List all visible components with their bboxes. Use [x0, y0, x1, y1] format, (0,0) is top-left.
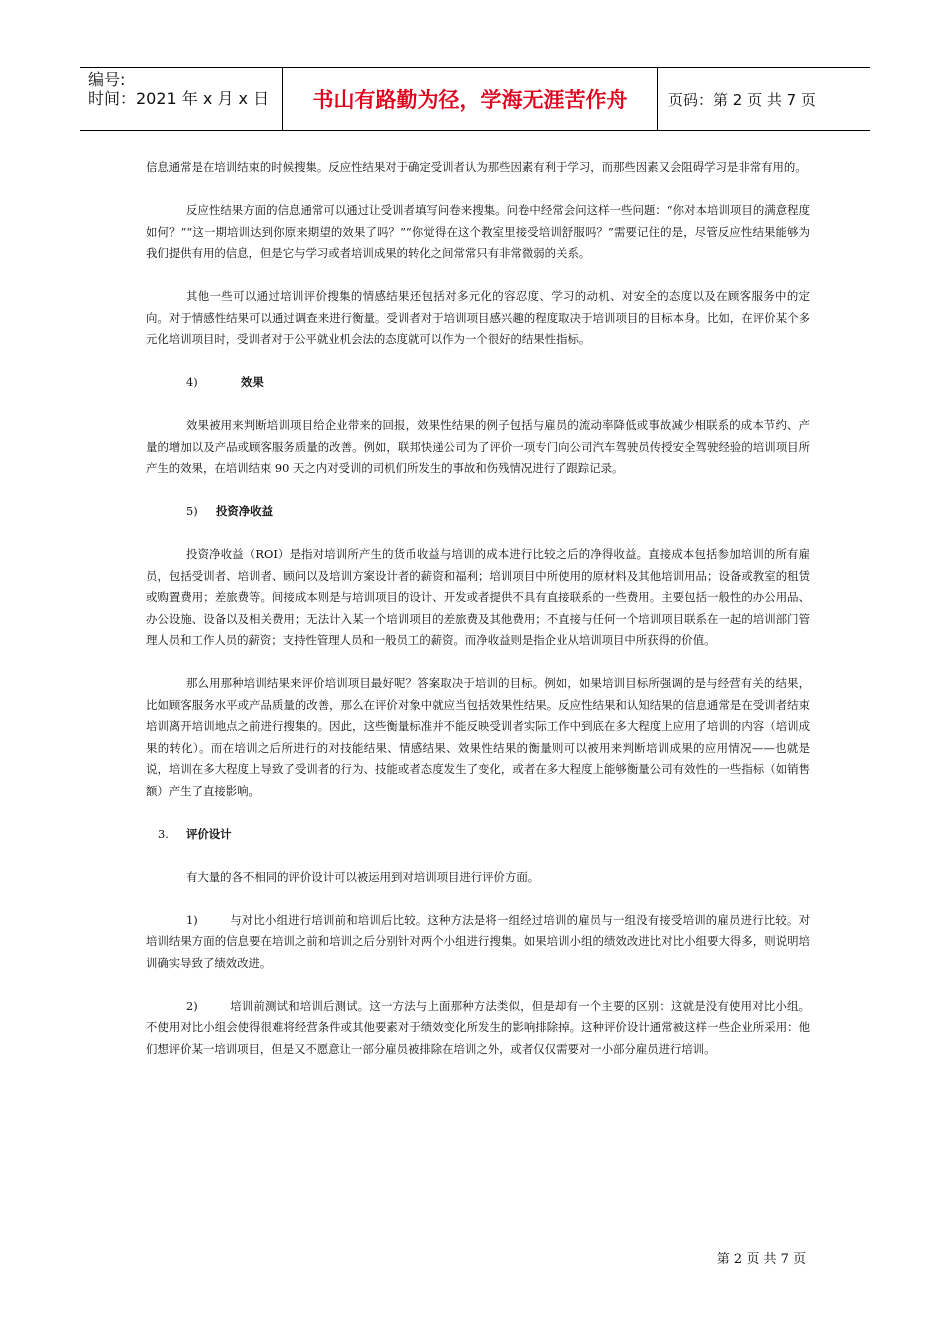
header-left	[80, 68, 282, 130]
page-footer: 第 2 页 共 7 页	[716, 1252, 806, 1267]
item-number: 2)	[186, 998, 198, 1013]
page-header	[80, 67, 870, 131]
heading-number: 4)	[186, 375, 198, 389]
paragraph: 那么用那种培训结果来评价培训项目最好呢？答案取决于培训的目标。例如，如果培训目标所强调的是与经营有关的结果，比如顾客服务水平或产品质量的改善，那么在评价对象中就应当包括效果性结果。反应性结果和认知结果的信息通常是在受训者结束培训离开培训地点之前进行搜集的。因此，这些衡量标准并不能反映受训者实际工作中到底在多大程度上应用了培训的内容（培训成果的转化）。而在培训之后所进行的对技能结果、情感结果、效果性结果的衡量则可以被用来判断培训成果的应用情况——也就是说，培训在多大程度上导致了受训者的行为、技能或者态度发生了变化，或者在多大程度上能够衡量公司有效性的一些指标（如销售额）产生了直接影响。	[146, 676, 810, 798]
item-text: 与对比小组进行培训前和培训后比较。这种方法是将一组经过培训的雇员与一组没有接受培训的雇员进行比较。对培训结果方面的信息要在培训之前和培训之后分别针对两个小组进行搜集。如果培训小组的绩效改进比对比小组要大得多，则说明培训确实导致了绩效改进。	[146, 912, 810, 970]
item-text: 培训前测试和培训后测试。这一方法与上面那种方法类似，但是却有一个主要的区别：这就是没有使用对比小组。不使用对比小组会使得很难将经营条件或其他要素对于绩效变化所发生的影响排除掉。这种评价设计通常被这样一些企业所采用：他们想评价某一培训项目，但是又不愿意让一部分雇员被排除在培训之外，或者仅仅需要对一小部分雇员进行培训。	[146, 998, 810, 1056]
motto: 书山有路勤为径，学海无涯苦作舟	[282, 68, 658, 130]
numbered-paragraph	[146, 910, 810, 975]
time-label: 时间：2021 年 x 月 x 日	[88, 89, 270, 108]
heading-title: 投资净收益	[216, 504, 273, 518]
item-number: 1)	[186, 912, 198, 927]
header-page-info: 页码：第 2 页 共 7 页	[668, 90, 816, 109]
section-heading-design	[146, 824, 810, 846]
heading-title: 评价设计	[186, 826, 232, 841]
heading-number: 3.	[158, 826, 169, 841]
paragraph: 其他一些可以通过培训评价搜集的情感结果还包括对多元化的容忍度、学习的动机、对安全的态度以及在顾客服务中的定向。对于情感性结果可以通过调查来进行衡量。受训者对于培训项目感兴趣的程度取决于培训项目的目标本身。比如，在评价某个多元化培训项目时，受训者对于公平就业机会法的态度就可以作为一个很好的结果性指标。	[146, 289, 810, 346]
paragraph: 有大量的各不相同的评价设计可以被运用到对培训项目进行评价方面。	[186, 869, 540, 884]
document-body	[146, 157, 810, 1082]
section-heading-effect	[146, 372, 810, 394]
number-label: 编号:	[88, 70, 126, 89]
paragraph: 效果被用来判断培训项目给企业带来的回报，效果性结果的例子包括与雇员的流动率降低或事故减少相联系的成本节约、产量的增加以及产品或顾客服务质量的改善。例如，联邦快递公司为了评价一项专门向公司汽车驾驶员传授安全驾驶经验的培训项目所产生的效果，在培训结束 90 天之内对受训的司机们所发生的事故和伤残情况进行了跟踪记录。	[146, 418, 810, 475]
paragraph: 信息通常是在培训结束的时候搜集。反应性结果对于确定受训者认为那些因素有利于学习，而那些因素又会阻碍学习是非常有用的。	[146, 160, 807, 174]
paragraph: 投资净收益（ROI）是指对培训所产生的货币收益与培训的成本进行比较之后的净得收益。直接成本包括参加培训的所有雇员，包括受训者、培训者、顾问以及培训方案设计者的薪资和福利；培训项目中所使用的原材料及其他培训用品；设备或教室的租赁或购置费用；差旅费等。间接成本则是与培训项目的设计、开发或者提供不具有直接联系的一些费用。主要包括一般性的办公用品、办公设施、设备以及相关费用；无法计入某一个培训项目的差旅费及其他费用；不直接与任何一个培训项目联系在一起的培训部门管理人员和工作人员的薪资；支持性管理人员和一般员工的薪资。而净收益则是指企业从培训项目中所获得的价值。	[146, 547, 810, 647]
paragraph: 反应性结果方面的信息通常可以通过让受训者填写问卷来搜集。问卷中经常会问这样一些问题：“你对本培训项目的满意程度如何？”“这一期培训达到你原来期望的效果了吗？”“你觉得在这个教室里接受培训舒服吗？”需要记住的是，尽管反应性结果能够为我们提供有用的信息，但是它与学习或者培训成果的转化之间常常只有非常微弱的关系。	[146, 203, 810, 260]
numbered-paragraph	[146, 996, 810, 1061]
heading-number: 5)	[186, 504, 198, 518]
heading-title: 效果	[241, 375, 264, 389]
section-heading-roi	[146, 501, 810, 523]
